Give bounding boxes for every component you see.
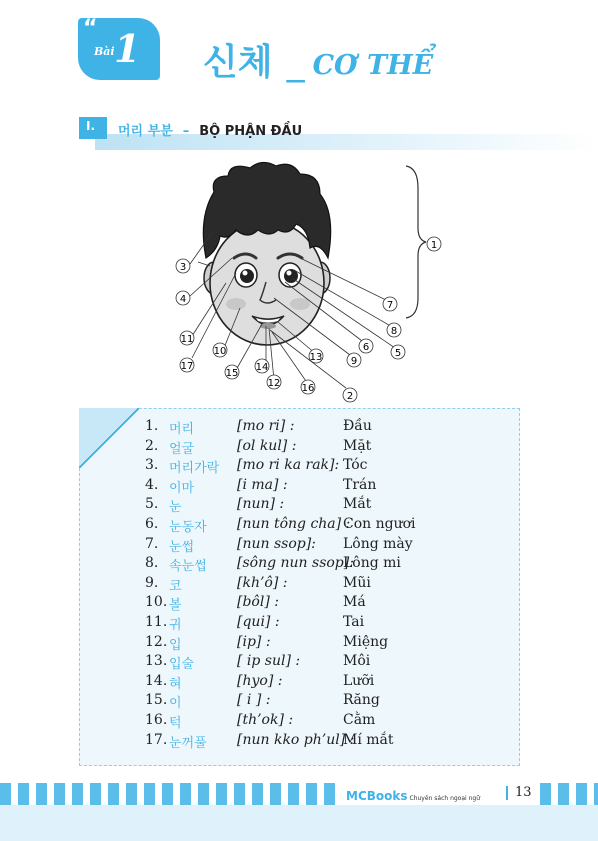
vocab-number: 6. [145, 516, 159, 532]
section-dash: – [182, 124, 190, 139]
lesson-label: Bài [94, 45, 115, 58]
callout-4 [176, 291, 190, 305]
vocab-korean: 눈썹 [169, 539, 195, 555]
vocab-vietnamese: Tóc [343, 457, 368, 474]
brand-tagline: Chuyên sách ngoại ngữ [409, 795, 481, 802]
vocab-number: 1. [145, 418, 159, 434]
vocab-vietnamese: Lông mi [343, 555, 401, 572]
vocab-number: 16. [145, 712, 168, 728]
vocab-vietnamese: Miệng [343, 633, 389, 650]
vocab-korean: 이마 [169, 480, 195, 496]
vocab-korean: 머리가락 [169, 461, 220, 477]
callout-11 [180, 331, 194, 345]
vocab-number: 17. [145, 731, 168, 748]
vocab-korean: 얼굴 [169, 441, 195, 457]
callout-6 [359, 339, 373, 353]
callout-1 [427, 237, 441, 251]
vocab-vietnamese: Mắt [343, 496, 372, 513]
callout-8 [387, 323, 401, 337]
close-quote-icon: „ [141, 67, 156, 92]
vocab-transliteration: [sông nun ssop]: [237, 555, 354, 572]
right-cheek [290, 298, 310, 310]
callout-3 [176, 259, 190, 273]
callout-10 [213, 343, 227, 357]
vocab-number: 10. [145, 594, 168, 611]
vocab-transliteration: [qui] : [237, 614, 280, 630]
section-title-vietnamese: BỘ PHẬN ĐẦU [199, 124, 303, 139]
vocab-number: 14. [145, 672, 168, 689]
vocab-korean: 턱 [169, 716, 182, 731]
vocab-number: 8. [145, 555, 159, 572]
head-brace [406, 166, 426, 318]
lesson-badge [78, 16, 160, 92]
vocab-transliteration: [nun kko ph’ul] : [237, 731, 355, 748]
footer-brand [346, 785, 480, 804]
svg-text:4: 4 [179, 294, 187, 305]
vocab-number: 11. [145, 614, 168, 630]
vocab-vietnamese: Đầu [343, 418, 372, 434]
svg-text:5: 5 [394, 348, 402, 359]
vocab-korean: 혀 [169, 676, 182, 692]
vocab-korean: 입 [169, 637, 182, 653]
vocab-transliteration: [th’ok] : [237, 712, 294, 728]
title-vietnamese: CƠ THỂ [312, 50, 434, 81]
svg-text:6: 6 [362, 342, 370, 353]
vocab-transliteration: [ip] : [237, 633, 271, 650]
vocab-transliteration: [bôl] : [237, 594, 279, 611]
section-numeral: I. [79, 117, 107, 139]
vocab-korean: 속눈썹 [169, 559, 207, 575]
vocab-transliteration: [mo ri] : [237, 418, 295, 434]
vocab-number: 4. [145, 476, 159, 493]
vocab-transliteration: [nun tông cha] : [237, 516, 351, 532]
vocab-transliteration: [nun ssop]: [237, 535, 316, 552]
vocab-vietnamese: Lông mày [343, 535, 413, 552]
vocab-vietnamese: Má [343, 594, 366, 611]
vocab-vietnamese: Cằm [343, 712, 376, 728]
callout-17 [180, 358, 194, 372]
vocab-korean: 코 [169, 578, 182, 594]
title-korean: 신체 [203, 42, 273, 83]
vocab-korean: 눈동자 [169, 520, 207, 535]
vocab-korean: 입술 [169, 657, 195, 673]
vocab-transliteration: [i ma] : [237, 476, 288, 493]
vocab-korean: 볼 [169, 598, 182, 614]
left-pupil [240, 269, 254, 283]
head-illustration [170, 158, 460, 408]
callout-13 [309, 349, 323, 363]
svg-text:2: 2 [346, 391, 354, 402]
vocab-number: 15. [145, 692, 168, 709]
vocab-number: 9. [145, 574, 159, 591]
vocab-korean: 눈 [169, 500, 182, 516]
vocab-transliteration: [mo ri ka rak]: [237, 457, 340, 474]
left-cheek [226, 298, 246, 310]
svg-text:10: 10 [213, 346, 227, 357]
vocab-number: 7. [145, 535, 159, 552]
vocab-transliteration: [ol kul] : [237, 437, 297, 454]
tongue [260, 323, 276, 329]
callout-7 [383, 297, 397, 311]
brand-logo: MCBooks [346, 789, 408, 803]
title-separator: _ [286, 42, 305, 83]
vocab-korean: 이 [169, 696, 182, 712]
vocab-number: 3. [145, 457, 159, 474]
svg-text:13: 13 [309, 352, 323, 363]
svg-text:1: 1 [430, 240, 438, 251]
svg-text:11: 11 [180, 334, 194, 345]
callout-16 [301, 380, 315, 394]
vocab-transliteration: [hyo] : [237, 672, 283, 689]
vocab-transliteration: [ i ] : [237, 692, 271, 709]
vocab-vietnamese: Mũi [343, 574, 371, 591]
page-number: 13 [515, 785, 532, 800]
callout-15 [225, 365, 239, 379]
page-number-divider [506, 786, 508, 800]
vocab-transliteration: [ ip sul] : [237, 653, 301, 670]
callout-9 [347, 353, 361, 367]
vocab-vietnamese: Răng [343, 692, 380, 709]
open-quote-icon: “ [83, 16, 98, 41]
svg-text:12: 12 [267, 378, 281, 389]
section-title-korean: 머리 부분 [118, 124, 173, 139]
vocab-number: 13. [145, 653, 168, 670]
vocab-vietnamese: Mặt [343, 437, 372, 454]
vocab-transliteration: [nun] : [237, 496, 285, 513]
svg-text:7: 7 [386, 300, 394, 311]
vocab-vietnamese: Trán [343, 476, 377, 493]
vocab-vietnamese: Con ngươi [343, 516, 416, 532]
svg-text:3: 3 [179, 262, 187, 273]
vocab-korean: 눈꺼풀 [169, 735, 207, 751]
vocab-transliteration: [kh’ô] : [237, 574, 288, 591]
vocab-number: 5. [145, 496, 159, 513]
vocab-vietnamese: Mí mắt [343, 731, 394, 748]
callout-2 [343, 388, 357, 402]
callout-14 [255, 359, 269, 373]
vocab-korean: 귀 [169, 618, 182, 633]
vocab-korean: 머리 [169, 422, 195, 437]
vocab-vietnamese: Lưỡi [343, 672, 375, 689]
vocab-vietnamese: Môi [343, 653, 371, 670]
svg-text:16: 16 [301, 383, 315, 394]
svg-text:9: 9 [350, 356, 358, 367]
vocab-number: 2. [145, 437, 159, 454]
section-heading [118, 120, 302, 139]
callout-12 [267, 375, 281, 389]
page-title [203, 34, 433, 85]
vocab-number: 12. [145, 633, 168, 650]
callout-5 [391, 345, 405, 359]
svg-text:17: 17 [180, 361, 194, 372]
corner-triangle-icon [79, 408, 139, 468]
svg-text:14: 14 [255, 362, 269, 373]
lesson-number: 1 [114, 26, 141, 71]
svg-text:15: 15 [225, 368, 239, 379]
vocab-vietnamese: Tai [343, 614, 365, 630]
svg-text:8: 8 [390, 326, 398, 337]
